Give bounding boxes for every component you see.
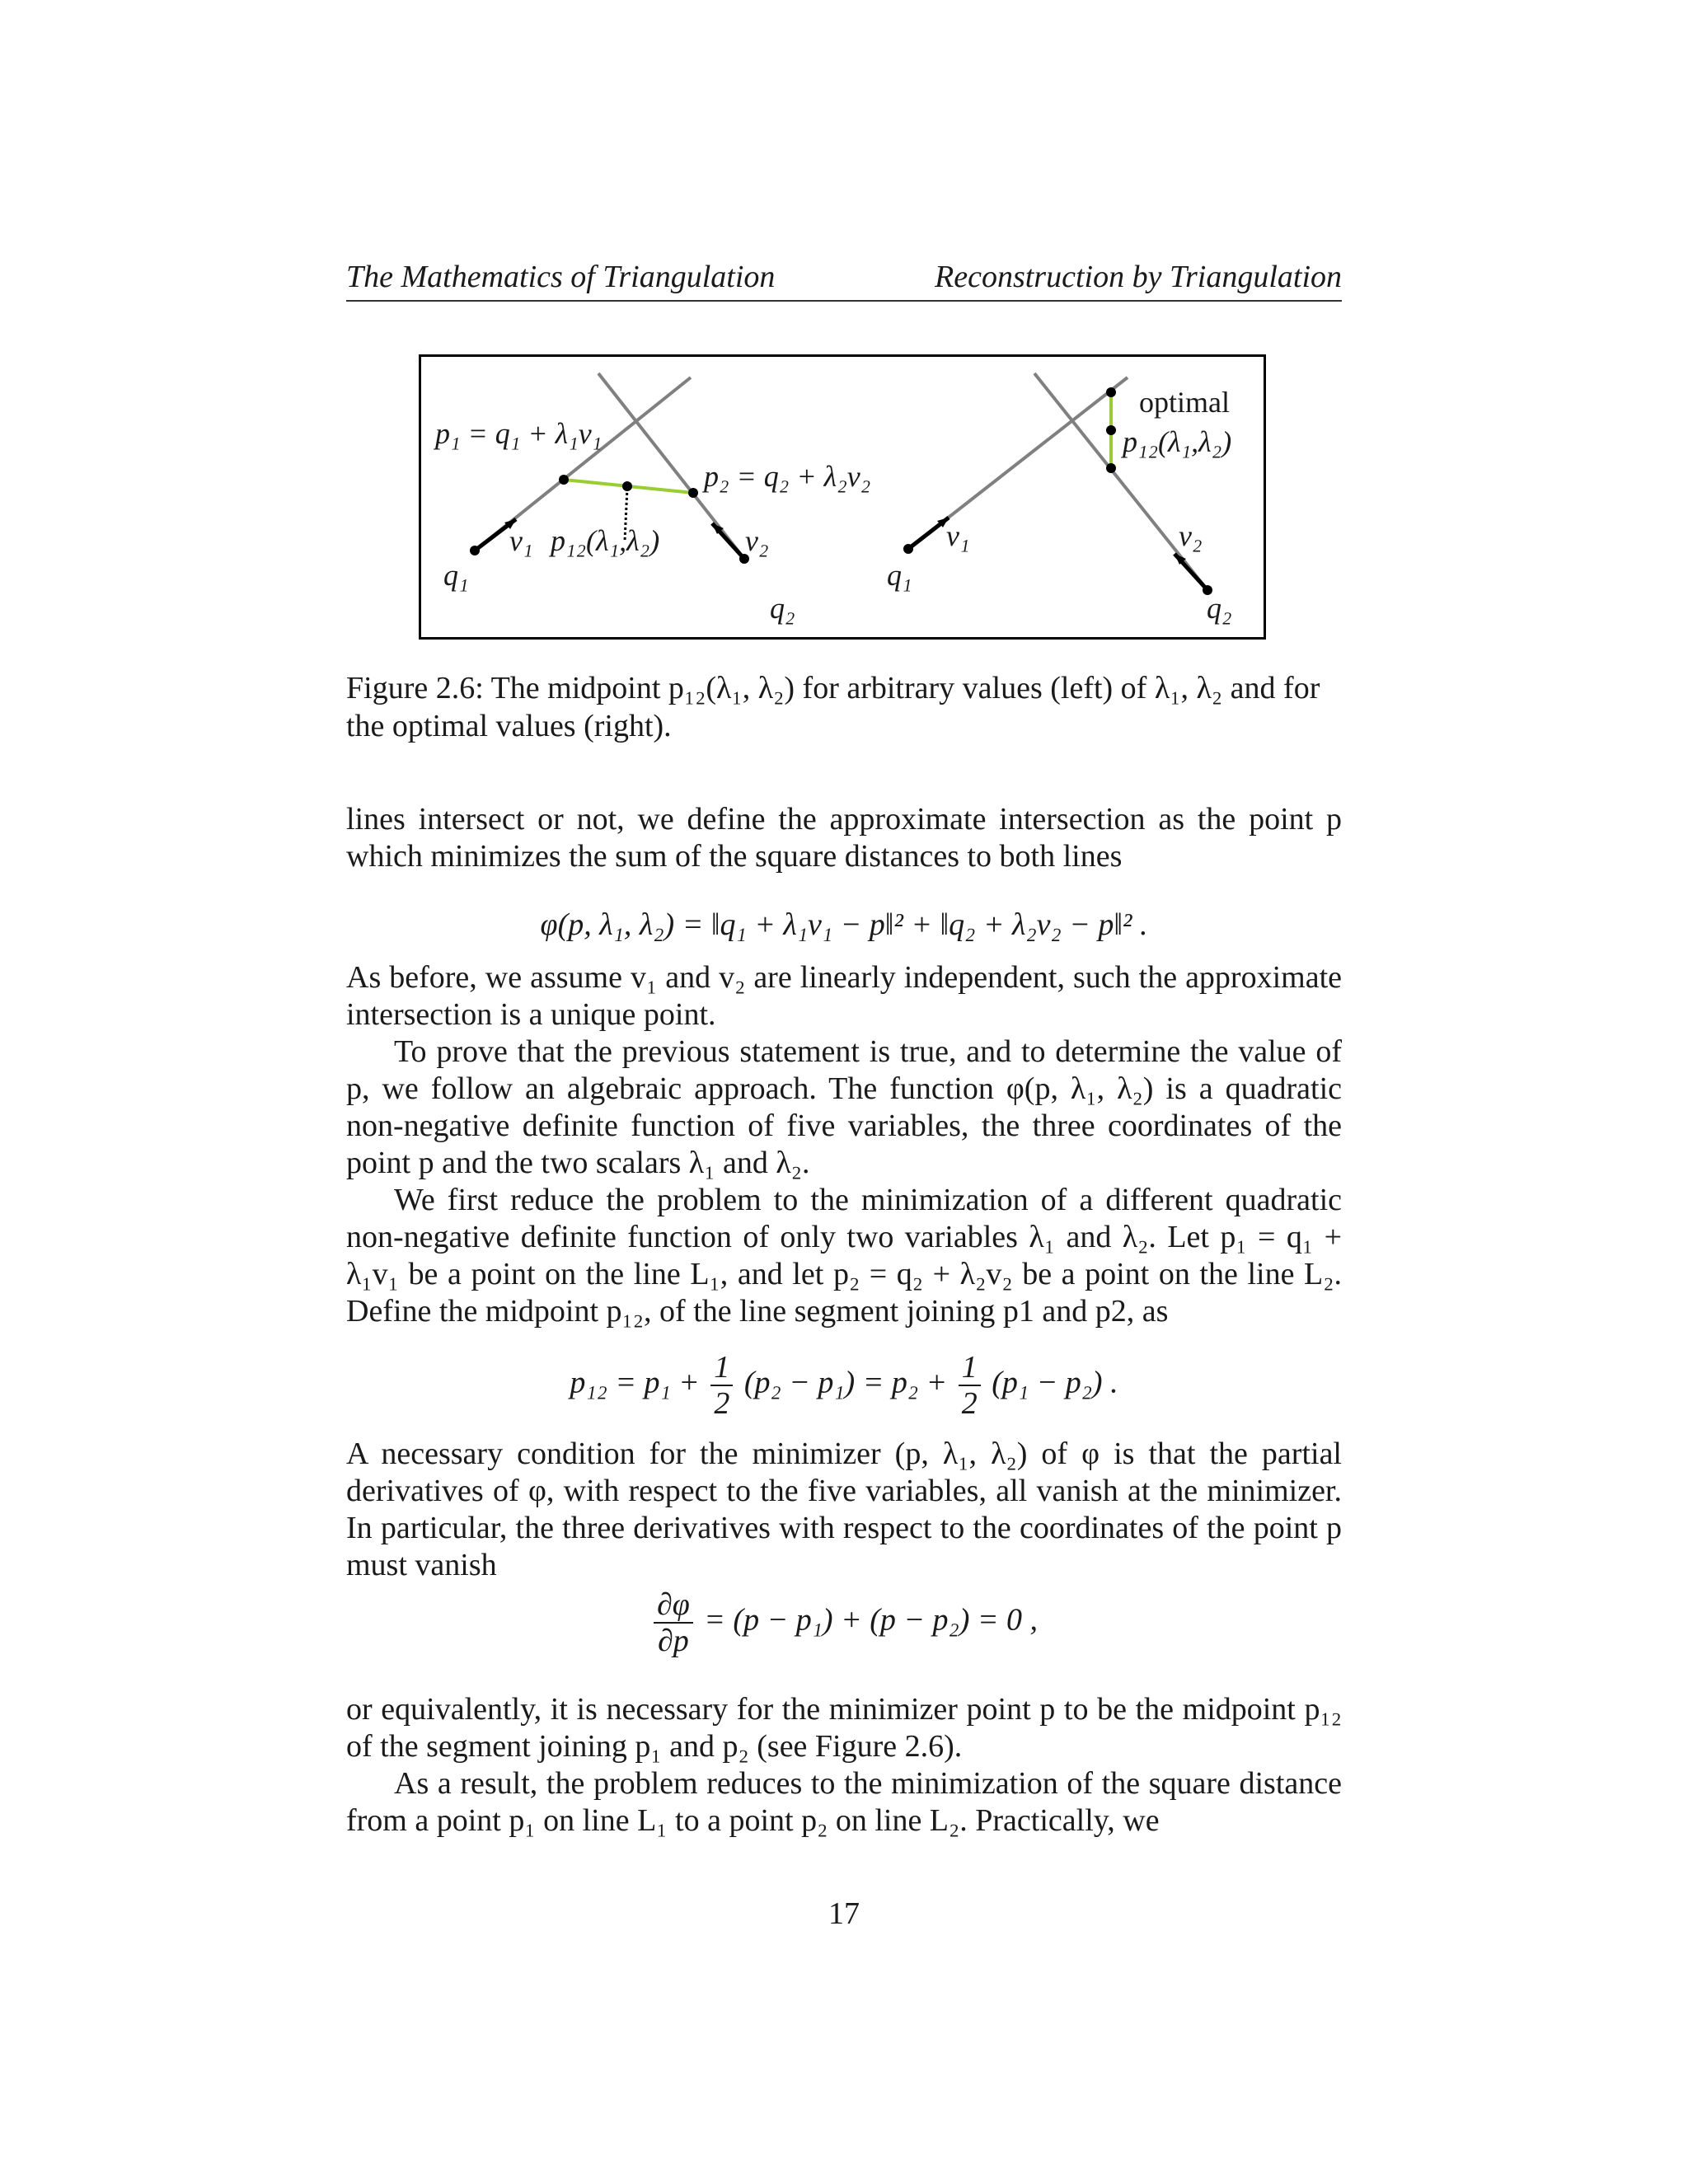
figure-diagram [419, 354, 1266, 640]
right-v2-label: v₂ [1179, 519, 1203, 552]
right-bottom-point [1106, 463, 1116, 473]
right-q2-label: q₂ [1207, 592, 1232, 625]
equation-phi: φ(p, λ₁, λ₂) = ‖q₁ + λ₁v₁ − p‖² + ‖q₂ + λ₂v₂ − p‖² . [540, 907, 1148, 942]
equation-midpoint [346, 1350, 1342, 1421]
dp-denominator: ∂p [657, 1624, 689, 1658]
half-denominator: 2 [714, 1386, 730, 1421]
body-block-2 [346, 959, 1342, 1330]
left-p1-point [559, 475, 569, 485]
right-q1-point [903, 544, 913, 554]
left-v1-label: v₁ [509, 524, 533, 557]
half-numerator-2: 1 [959, 1350, 981, 1386]
right-v1-label: v₁ [946, 519, 970, 552]
left-v2-label: v₂ [745, 524, 769, 557]
dphi-numerator: ∂φ [654, 1587, 693, 1624]
left-p1-label: p₁ = q₁ + λ₁v₁ [435, 417, 603, 450]
paragraph-7: As a result, the problem reduces to the minimization of the square distance from a point p₁ on line L₁ to a point p₂ on line L₂. Practically, we [346, 1766, 1342, 1838]
header-right: Reconstruction by Triangulation [935, 260, 1342, 294]
half-denominator-2: 2 [961, 1386, 978, 1421]
eq2-part-c: (p₁ − p₂) . [992, 1365, 1118, 1400]
paragraph-4: We first reduce the problem to the minimization of a different quadratic non-negative definite function of only two variables λ₁ and λ₂. Let p₁ = q₁ + λ₁v₁ be a point on the line L₁, and let p₂ = q₂ + λ₂v₂ be a point on the line L₂. Define the midpoint p₁₂, of the line segment joining p1 and p2, as [346, 1183, 1342, 1329]
body-block-1 [346, 801, 1342, 875]
eq3-rest: = (p − p₁) + (p − p₂) = 0 , [704, 1602, 1039, 1638]
left-q1-point [470, 546, 480, 555]
right-top-point [1106, 387, 1116, 397]
right-q1-label: q₁ [887, 559, 912, 592]
left-p2-point [688, 488, 698, 498]
left-p12-label: p₁₂(λ₁,λ₂) [551, 524, 660, 557]
paragraph-6: or equivalently, it is necessary for the minimizer point p to be the midpoint p₁₂ of the segment joining p₁ and p₂ (see Figure 2.6). [346, 1692, 1342, 1764]
body-block-3 [346, 1436, 1342, 1584]
paragraph-1: lines intersect or not, we define the approximate intersection as the point p which minimizes the sum of the square distances to both lines [346, 802, 1342, 874]
figure-frame [420, 356, 1265, 639]
body-block-4 [346, 1691, 1342, 1840]
right-p12-label: p₁₂(λ₁,λ₂) [1123, 425, 1232, 458]
figure-caption: Figure 2.6: The midpoint p₁₂(λ₁, λ₂) for arbitrary values (left) of λ₁, λ₂ and for the optimal values (right). [346, 671, 1320, 743]
fraction-half-2 [959, 1350, 981, 1421]
left-q1-label: q₁ [443, 559, 469, 592]
eq2-part-a: p₁₂ = p₁ + [570, 1365, 700, 1400]
left-p2-label: p₂ = q₂ + λ₂v₂ [704, 460, 871, 493]
right-optimal-label: optimal [1139, 386, 1230, 419]
left-p12-point [622, 481, 632, 491]
fraction-dphi-dp [654, 1587, 693, 1658]
right-p12-point [1106, 425, 1116, 435]
running-header [346, 254, 1342, 302]
paragraph-5: A necessary condition for the minimizer (p, λ₁, λ₂) of φ is that the partial derivatives of φ, with respect to the five variables, all vanish at the minimizer. In particular, the three derivatives with respect to the coordinates of the point p must vanish [346, 1436, 1342, 1582]
fraction-half-1 [710, 1350, 733, 1421]
figure-2-6 [419, 354, 1266, 640]
eq2-part-b: (p₂ − p₁) = p₂ + [743, 1365, 948, 1400]
paragraph-3: To prove that the previous statement is true, and to determine the value of p, we follow an algebraic approach. The function φ(p, λ₁, λ₂) is a quadratic non-negative definite function of five variables, the three coordinates of the point p and the two scalars λ₁ and λ₂. [346, 1034, 1342, 1180]
paragraph-2: As before, we assume v₁ and v₂ are linearly independent, such the approximate intersection is a unique point. [346, 960, 1342, 1032]
header-left: The Mathematics of Triangulation [346, 260, 776, 294]
equation-derivative [346, 1587, 1342, 1658]
half-numerator: 1 [710, 1350, 733, 1386]
left-q2-label: q₂ [770, 592, 795, 625]
page-number: 17 [828, 1896, 860, 1931]
